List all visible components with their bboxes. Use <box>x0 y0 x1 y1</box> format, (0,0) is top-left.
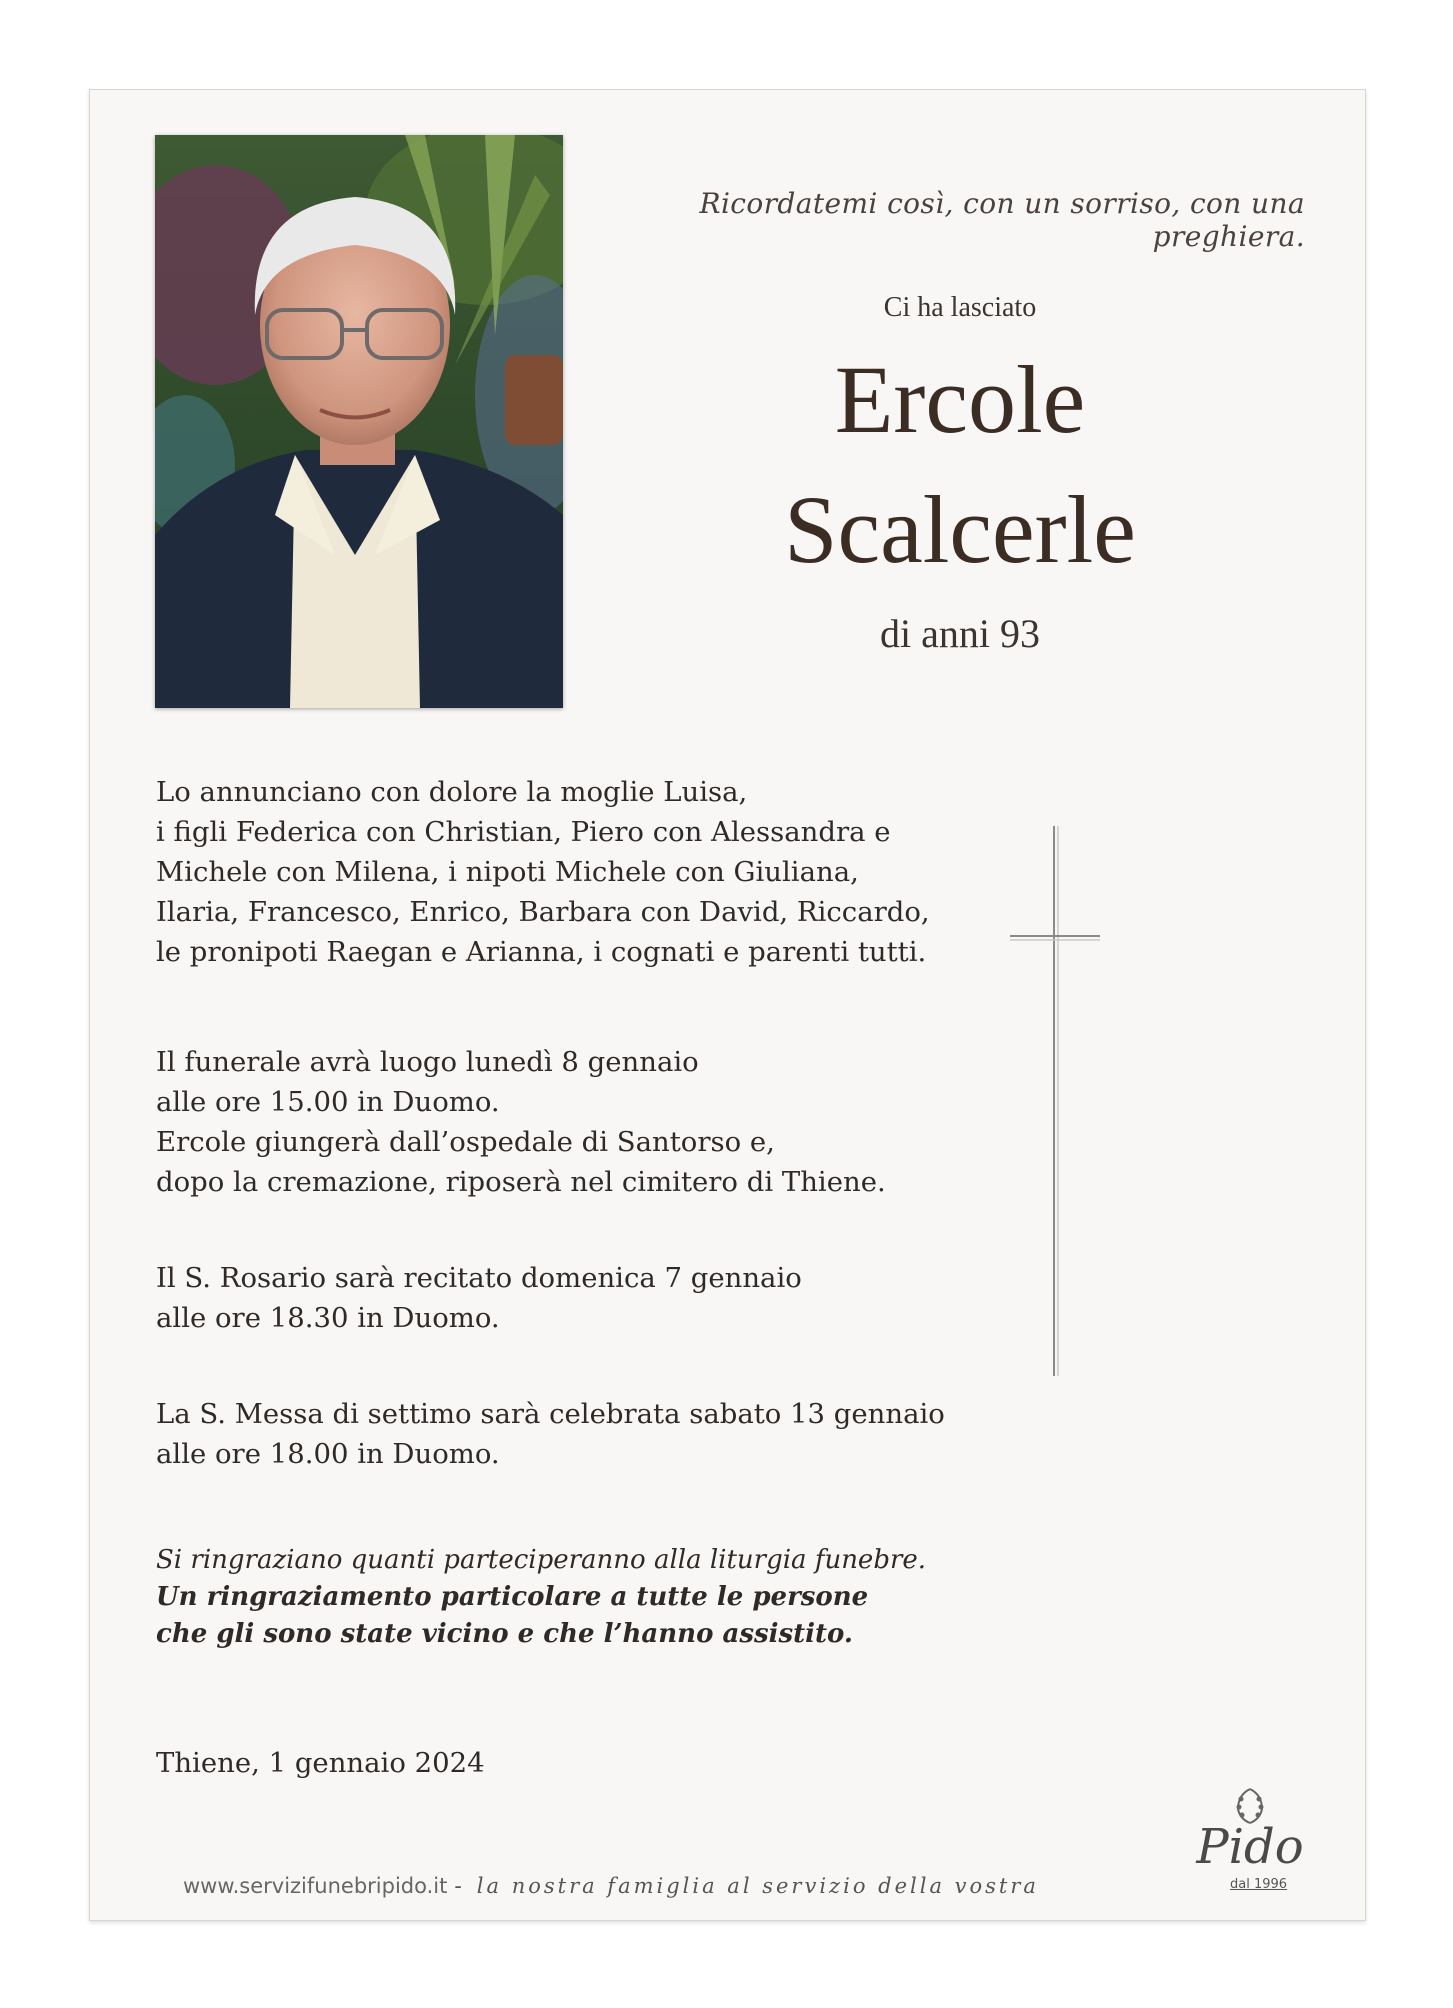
logo-name: Pido <box>1196 1819 1304 1875</box>
announcement-paragraph <box>156 772 1056 972</box>
first-name: Ercole <box>834 346 1086 453</box>
pido-logo <box>1190 1785 1310 1895</box>
obituary-card <box>89 89 1366 1921</box>
intro-text: Ci ha lasciato <box>883 292 1037 323</box>
announcement-line: Lo annunciano con dolore la moglie Luisa, <box>156 776 748 808</box>
announcement-line: le pronipoti Raegan e Arianna, i cognati e parenti tutti. <box>156 936 927 968</box>
announcement-line: i figli Federica con Christian, Piero con Alessandra e <box>156 816 891 848</box>
place-date: Thiene, 1 gennaio 2024 <box>156 1747 485 1779</box>
funeral-paragraph <box>156 1042 1056 1202</box>
thanks-line: Si ringraziano quanti parteciperanno alla liturgia funebre. <box>156 1545 927 1575</box>
thanks-paragraph <box>156 1542 1056 1653</box>
portrait-image <box>155 135 563 708</box>
funeral-line: Il funerale avrà luogo lunedì 8 gennaio <box>156 1046 699 1078</box>
funeral-line: alle ore 15.00 in Duomo. <box>156 1086 500 1118</box>
announcement-line: Michele con Milena, i nipoti Michele con Giuliana, <box>156 856 859 888</box>
funeral-line: dopo la cremazione, riposerà nel cimitero di Thiene. <box>156 1166 886 1198</box>
website-link[interactable]: www.servizifunebripido.it <box>183 1874 448 1898</box>
rosary-line: Il S. Rosario sarà recitato domenica 7 gennaio <box>156 1262 802 1294</box>
footer-separator: - <box>454 1874 462 1899</box>
age-text: di anni 93 <box>880 611 1040 656</box>
cross-icon <box>1010 826 1100 1376</box>
funeral-line: Ercole giungerà dall’ospedale di Santorso e, <box>156 1126 775 1158</box>
rosary-line: alle ore 18.30 in Duomo. <box>156 1302 500 1334</box>
thanks-line-bold: Un ringraziamento particolare a tutte le persone <box>156 1582 869 1612</box>
memorial-quote: Ricordatemi così, con un sorriso, con una preghiera. <box>699 187 1305 253</box>
rosary-paragraph <box>156 1258 1056 1338</box>
announcement-line: Ilaria, Francesco, Enrico, Barbara con David, Riccardo, <box>156 896 930 928</box>
portrait-photo <box>155 135 563 708</box>
mass-line: La S. Messa di settimo sarà celebrata sabato 13 gennaio <box>156 1398 945 1430</box>
footer-tagline: la nostra famiglia al servizio della vostra <box>476 1874 1039 1898</box>
thanks-line-bold: che gli sono state vicino e che l’hanno assistito. <box>156 1619 853 1649</box>
last-name: Scalcerle <box>784 476 1136 583</box>
mass-line: alle ore 18.00 in Duomo. <box>156 1438 500 1470</box>
mass-paragraph <box>156 1394 1056 1474</box>
footer <box>183 1874 1039 1899</box>
logo-since: dal 1996 <box>1230 1877 1288 1892</box>
